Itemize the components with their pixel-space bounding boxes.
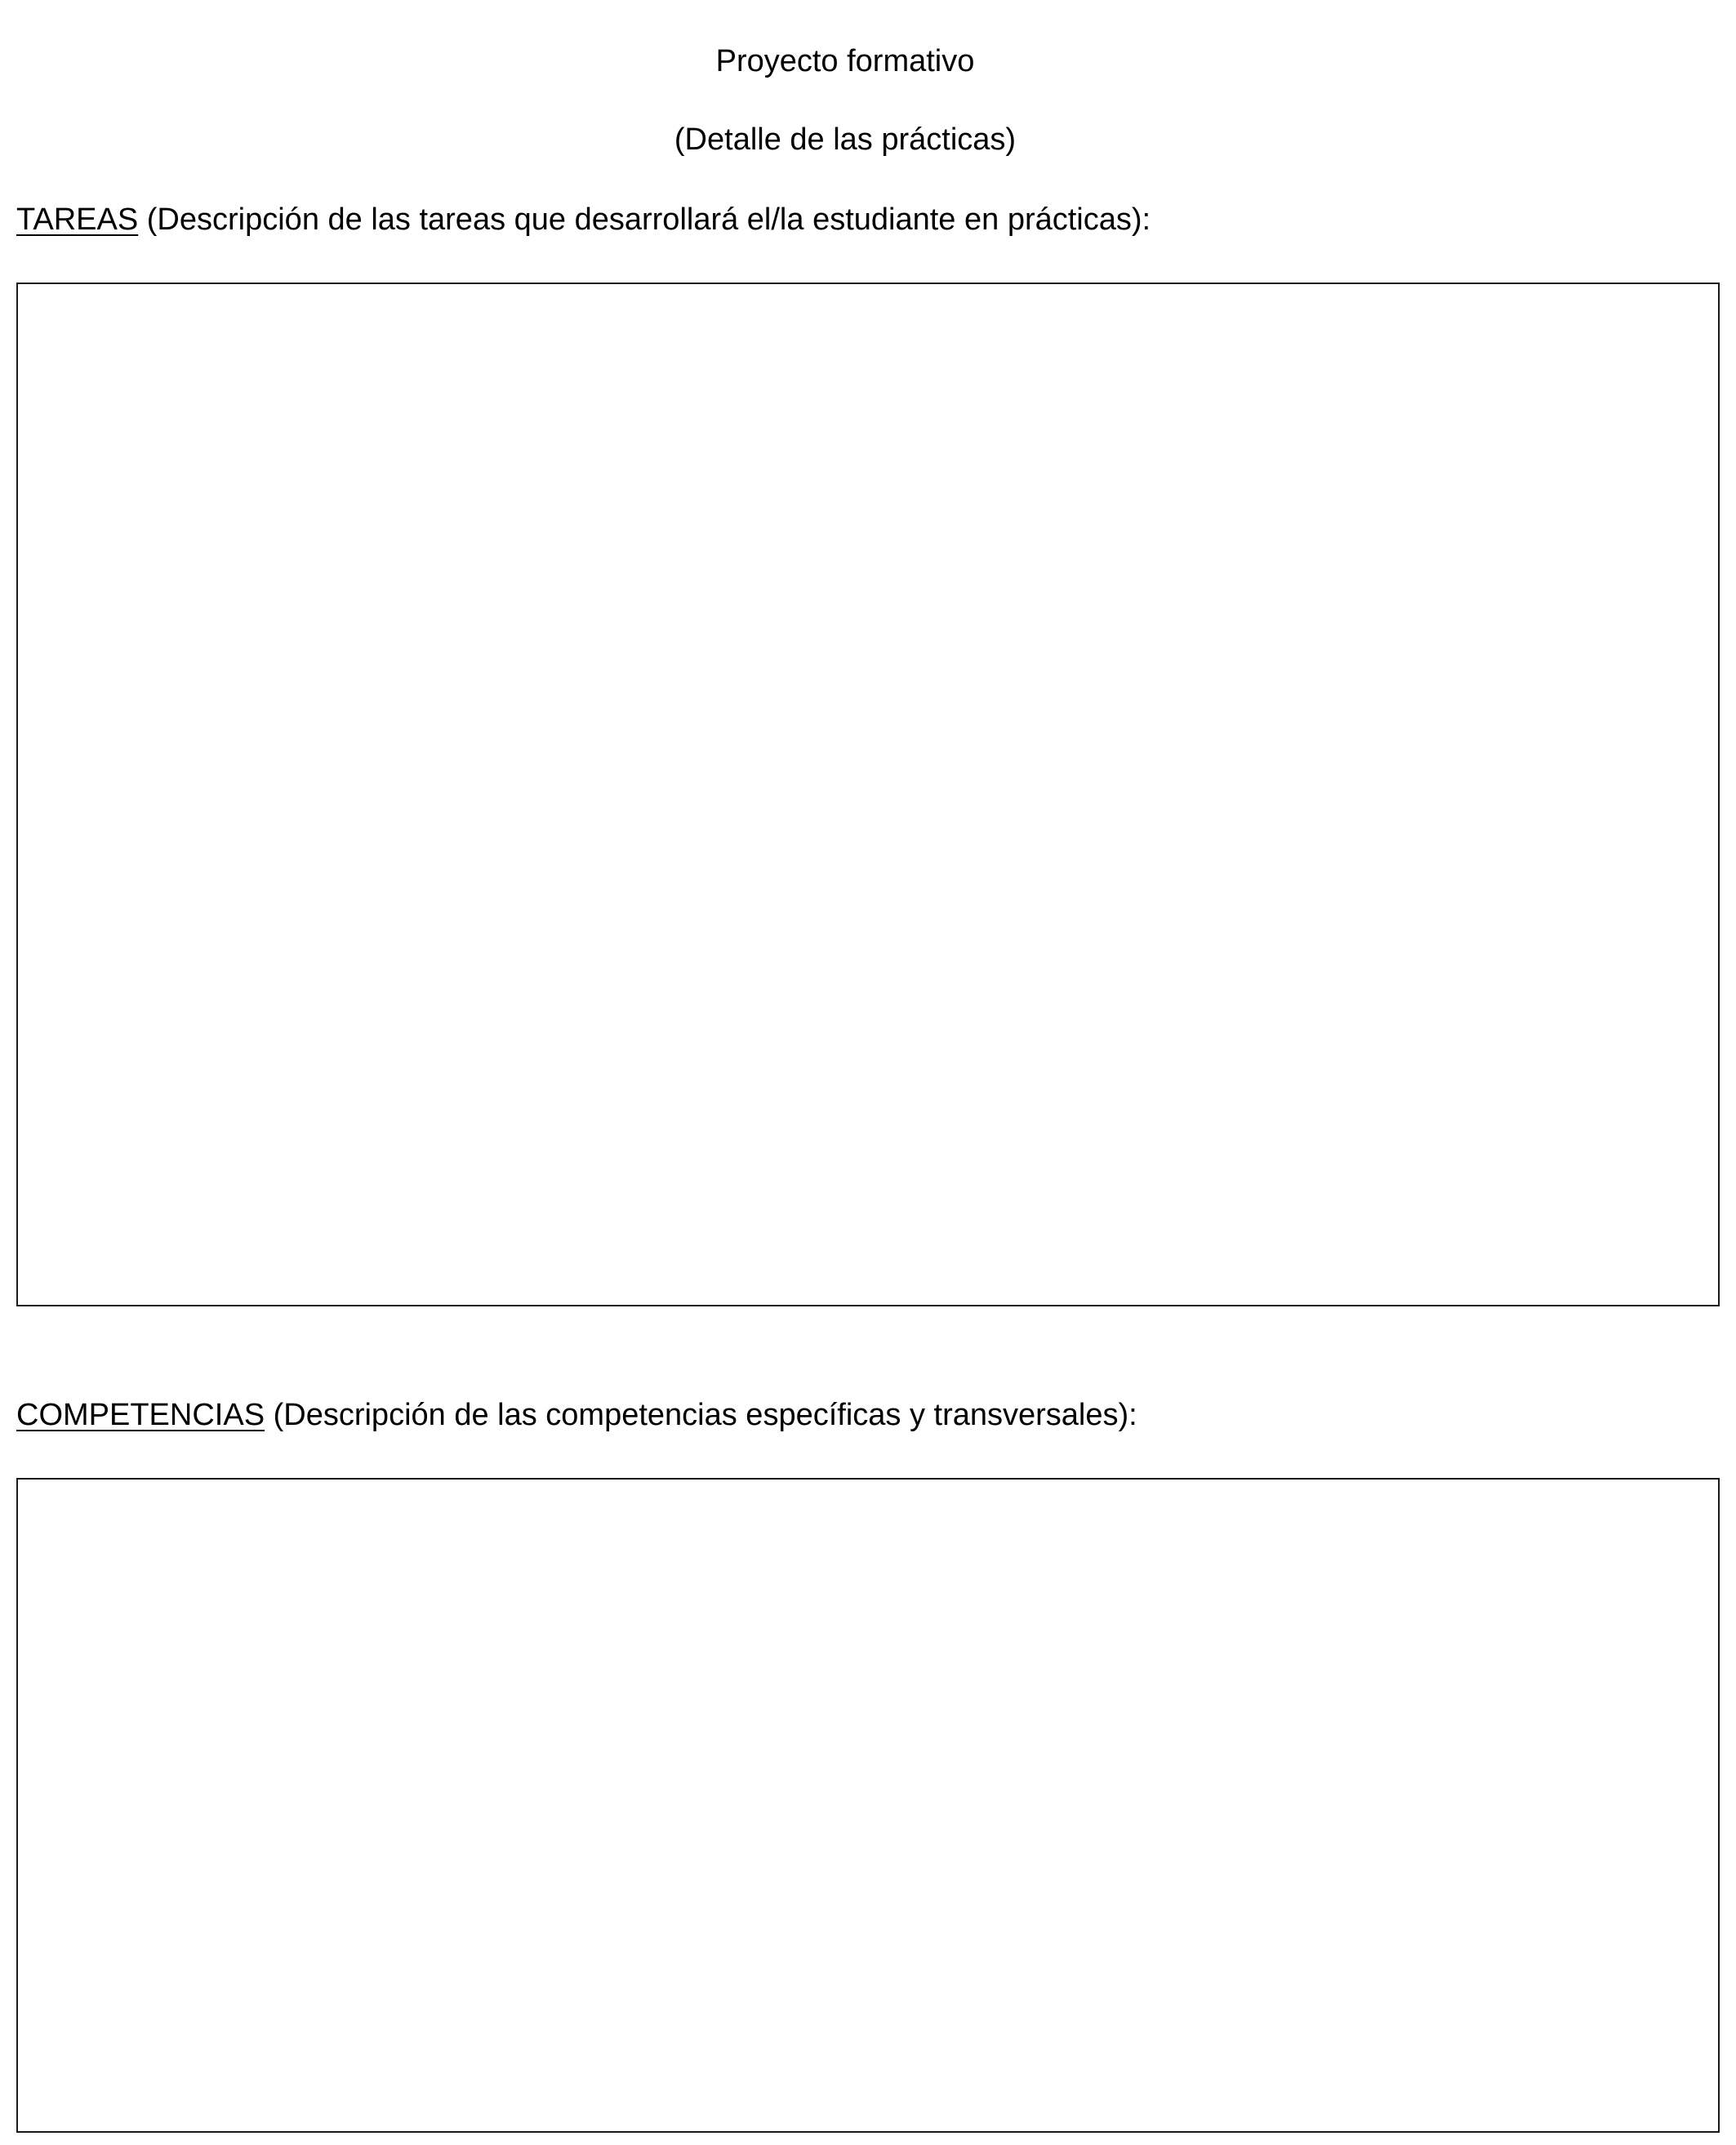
tareas-heading (16, 201, 1151, 238)
document-title: Proyecto formativo (715, 44, 975, 78)
competencias-description: (Descripción de las competencias específicas y transversales): (265, 1398, 1137, 1432)
tareas-keyword: TAREAS (16, 202, 139, 237)
competencias-keyword: COMPETENCIAS (16, 1398, 265, 1432)
competencias-answer-box[interactable] (16, 1478, 1720, 2133)
competencias-heading (16, 1396, 1137, 1434)
tareas-description: (Descripción de las tareas que desarrollará el/la estudiante en prácticas): (138, 202, 1151, 237)
tareas-answer-box[interactable] (16, 283, 1720, 1306)
document-subtitle: (Detalle de las prácticas) (674, 122, 1017, 157)
